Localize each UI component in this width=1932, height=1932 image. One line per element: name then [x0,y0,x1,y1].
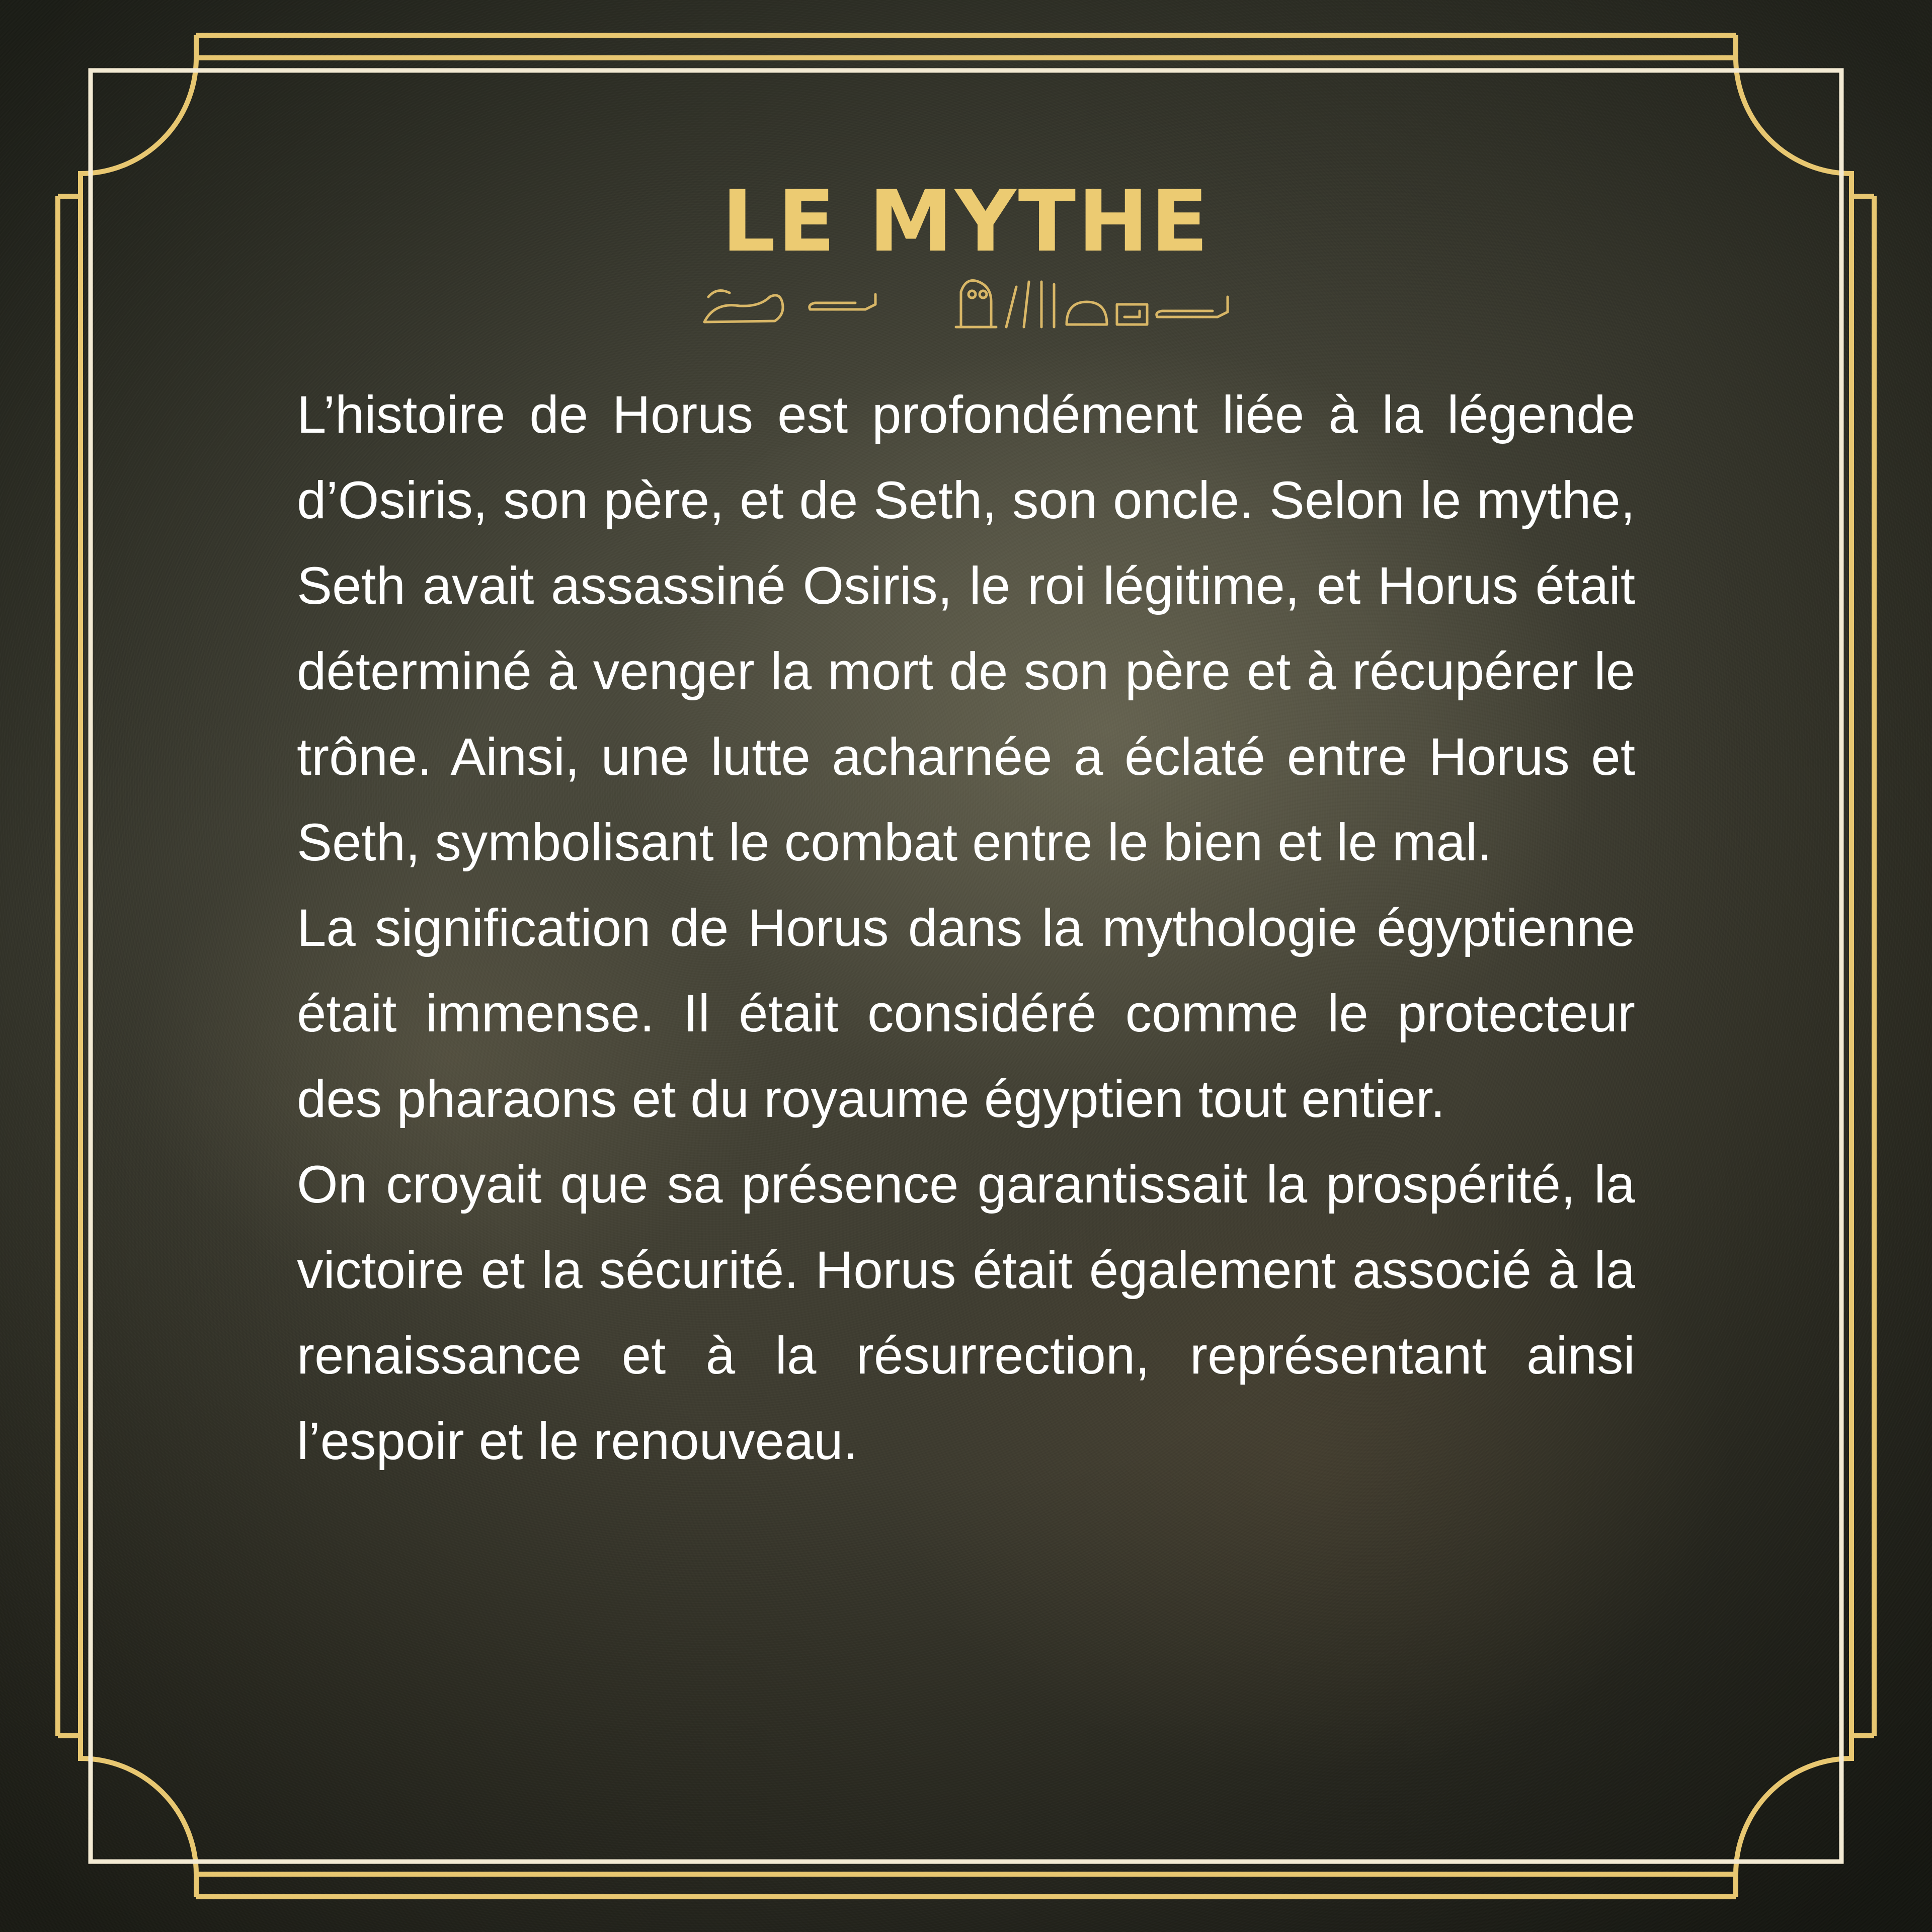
hieroglyph-lion-icon [704,291,783,323]
paragraph: L’histoire de Horus est profondément liée à la légende d’Osiris, son père, et de Seth, son oncle. Selon le mythe, Seth avait assassiné Osiris, le roi légitime, et Horus était déterminé à venger la mort de son père et à récupérer le trône. Ainsi, une lutte acharnée a éclaté entre Horus et Seth, symbolisant le combat entre le bien et le mal. [297,385,1635,872]
paragraph: On croyait que sa présence garantissait la prospérité, la victoire et la sécurité. Horus était également associé à la renaissance et à la résurrection, représentant ainsi l’espoir et le renouveau. [297,1155,1635,1471]
hieroglyph-owl-icon [956,281,996,328]
corner-side-bottom [196,1874,1736,1897]
hieroglyph-wall-icon [1117,297,1228,325]
article-body [297,372,1635,1484]
page-title: LE MYTHE [721,172,1211,271]
hieroglyph-snake-icon [810,294,875,309]
hieroglyph-strip [694,267,1238,337]
hieroglyph-reed-icon [1006,282,1054,327]
corner-side-top [196,35,1736,58]
paragraph: La signification de Horus dans la mythologie égyptienne était immense. Il était considéré comme le protecteur des pharaons et du royaume égyptien tout entier. [297,899,1635,1129]
hieroglyph-bread-icon [1067,302,1107,325]
